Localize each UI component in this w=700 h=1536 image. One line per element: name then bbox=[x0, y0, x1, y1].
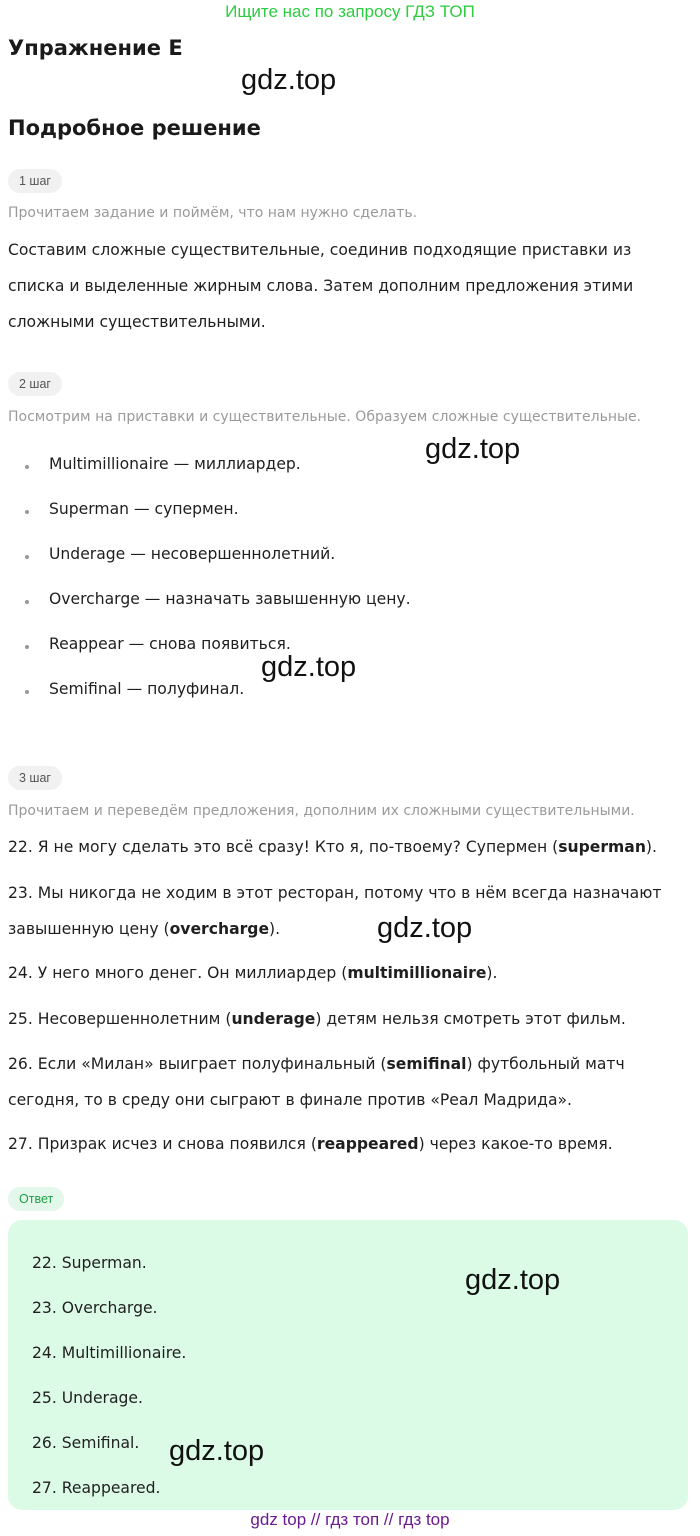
sentence-text: ). bbox=[645, 838, 657, 856]
answer-word: semifinal bbox=[386, 1055, 467, 1073]
answer-line: 23. Overcharge. bbox=[32, 1299, 158, 1317]
watermark: gdz.top bbox=[169, 1435, 265, 1467]
answer-line: 27. Reappeared. bbox=[32, 1479, 161, 1497]
sentence bbox=[8, 829, 678, 865]
sentence-text: ) детям нельзя смотреть этот фильм. bbox=[315, 1010, 626, 1028]
answer-word: overcharge bbox=[169, 920, 270, 938]
exercise-title: Упражнение E bbox=[8, 36, 183, 60]
list-item bbox=[25, 680, 244, 698]
sentence-text: 22. Я не могу сделать это всё сразу! Кто я, по-твоему? Супермен ( bbox=[8, 838, 559, 856]
answer-badge: Ответ bbox=[8, 1187, 64, 1211]
answer-word: reappeared bbox=[316, 1135, 419, 1153]
list-item-text: Overcharge — назначать завышенную цену. bbox=[49, 590, 411, 608]
list-item bbox=[25, 545, 335, 563]
answer-line: 24. Multimillionaire. bbox=[32, 1344, 187, 1362]
sentence bbox=[8, 875, 678, 947]
list-item bbox=[25, 500, 239, 518]
step-1-text: Составим сложные существительные, соединив подходящие приставки из списка и выделенные жирным слова. Затем дополним предложения этими сложными существительными. bbox=[8, 241, 634, 331]
sentence-text: ) через какое-то время. bbox=[418, 1135, 613, 1153]
answer-line: 25. Underage. bbox=[32, 1389, 143, 1407]
list-item-text: Semifinal — полуфинал. bbox=[49, 680, 245, 698]
bullet-dot bbox=[25, 645, 29, 649]
sentence-text: ) футбольный матч сегодня, то в среду они сыграют в финале против «Реал Мадрида». bbox=[8, 1055, 625, 1109]
footer-links[interactable]: gdz top // гдз топ // гдз top bbox=[250, 1510, 450, 1529]
list-item bbox=[25, 635, 291, 653]
bullet-dot bbox=[25, 555, 29, 559]
sentence-text: ). bbox=[486, 964, 498, 982]
list-item-text: Superman — супермен. bbox=[49, 500, 239, 518]
bullet-dot bbox=[25, 465, 29, 469]
sentence-text: 24. У него много денег. Он миллиардер ( bbox=[8, 964, 348, 982]
answer-word: underage bbox=[231, 1010, 316, 1028]
list-item-text: Underage — несовершеннолетний. bbox=[49, 545, 336, 563]
answer-word: multimillionaire bbox=[347, 964, 487, 982]
sentence bbox=[8, 1126, 678, 1162]
sentence-text: 25. Несовершеннолетним ( bbox=[8, 1010, 232, 1028]
answer-line: 26. Semifinal. bbox=[32, 1434, 140, 1452]
answer-line: 22. Superman. bbox=[32, 1254, 147, 1272]
step-2-badge: 2 шаг bbox=[8, 372, 62, 396]
watermark: gdz.top bbox=[465, 1264, 561, 1296]
list-item bbox=[25, 590, 411, 608]
step-3-hint: Прочитаем и переведём предложения, дополним их сложными существительными. bbox=[8, 803, 635, 819]
sentence-text: 23. Мы никогда не ходим в этот ресторан, потому что в нём всегда назначают завышенную цену ( bbox=[8, 884, 662, 938]
step-1-hint: Прочитаем задание и поймём, что нам нужно сделать. bbox=[8, 205, 418, 221]
answer-word: superman bbox=[558, 838, 646, 856]
step-1-badge: 1 шаг bbox=[8, 169, 62, 193]
step-3-badge: 3 шаг bbox=[8, 766, 62, 790]
watermark: gdz.top bbox=[425, 433, 521, 465]
sentence bbox=[8, 1001, 678, 1037]
sentence bbox=[8, 1046, 678, 1118]
top-banner: Ищите нас по запросу ГДЗ ТОП bbox=[225, 2, 475, 21]
sentence-text: 27. Призрак исчез и снова появился ( bbox=[8, 1135, 317, 1153]
watermark: gdz.top bbox=[261, 651, 357, 683]
bullet-dot bbox=[25, 510, 29, 514]
step-2-hint: Посмотрим на приставки и существительные. Образуем сложные существительные. bbox=[8, 409, 642, 425]
sentence-text: ). bbox=[269, 920, 281, 938]
section-title: Подробное решение bbox=[8, 116, 261, 140]
watermark: gdz.top bbox=[241, 64, 337, 96]
list-item-text: Multimillionaire — миллиардер. bbox=[49, 455, 301, 473]
sentence-text: 26. Если «Милан» выиграет полуфинальный ( bbox=[8, 1055, 387, 1073]
bullet-dot bbox=[25, 690, 29, 694]
sentence bbox=[8, 955, 678, 991]
watermark: gdz.top bbox=[377, 912, 473, 944]
list-item-text: Reappear — снова появиться. bbox=[49, 635, 291, 653]
bullet-dot bbox=[25, 600, 29, 604]
list-item bbox=[25, 455, 301, 473]
